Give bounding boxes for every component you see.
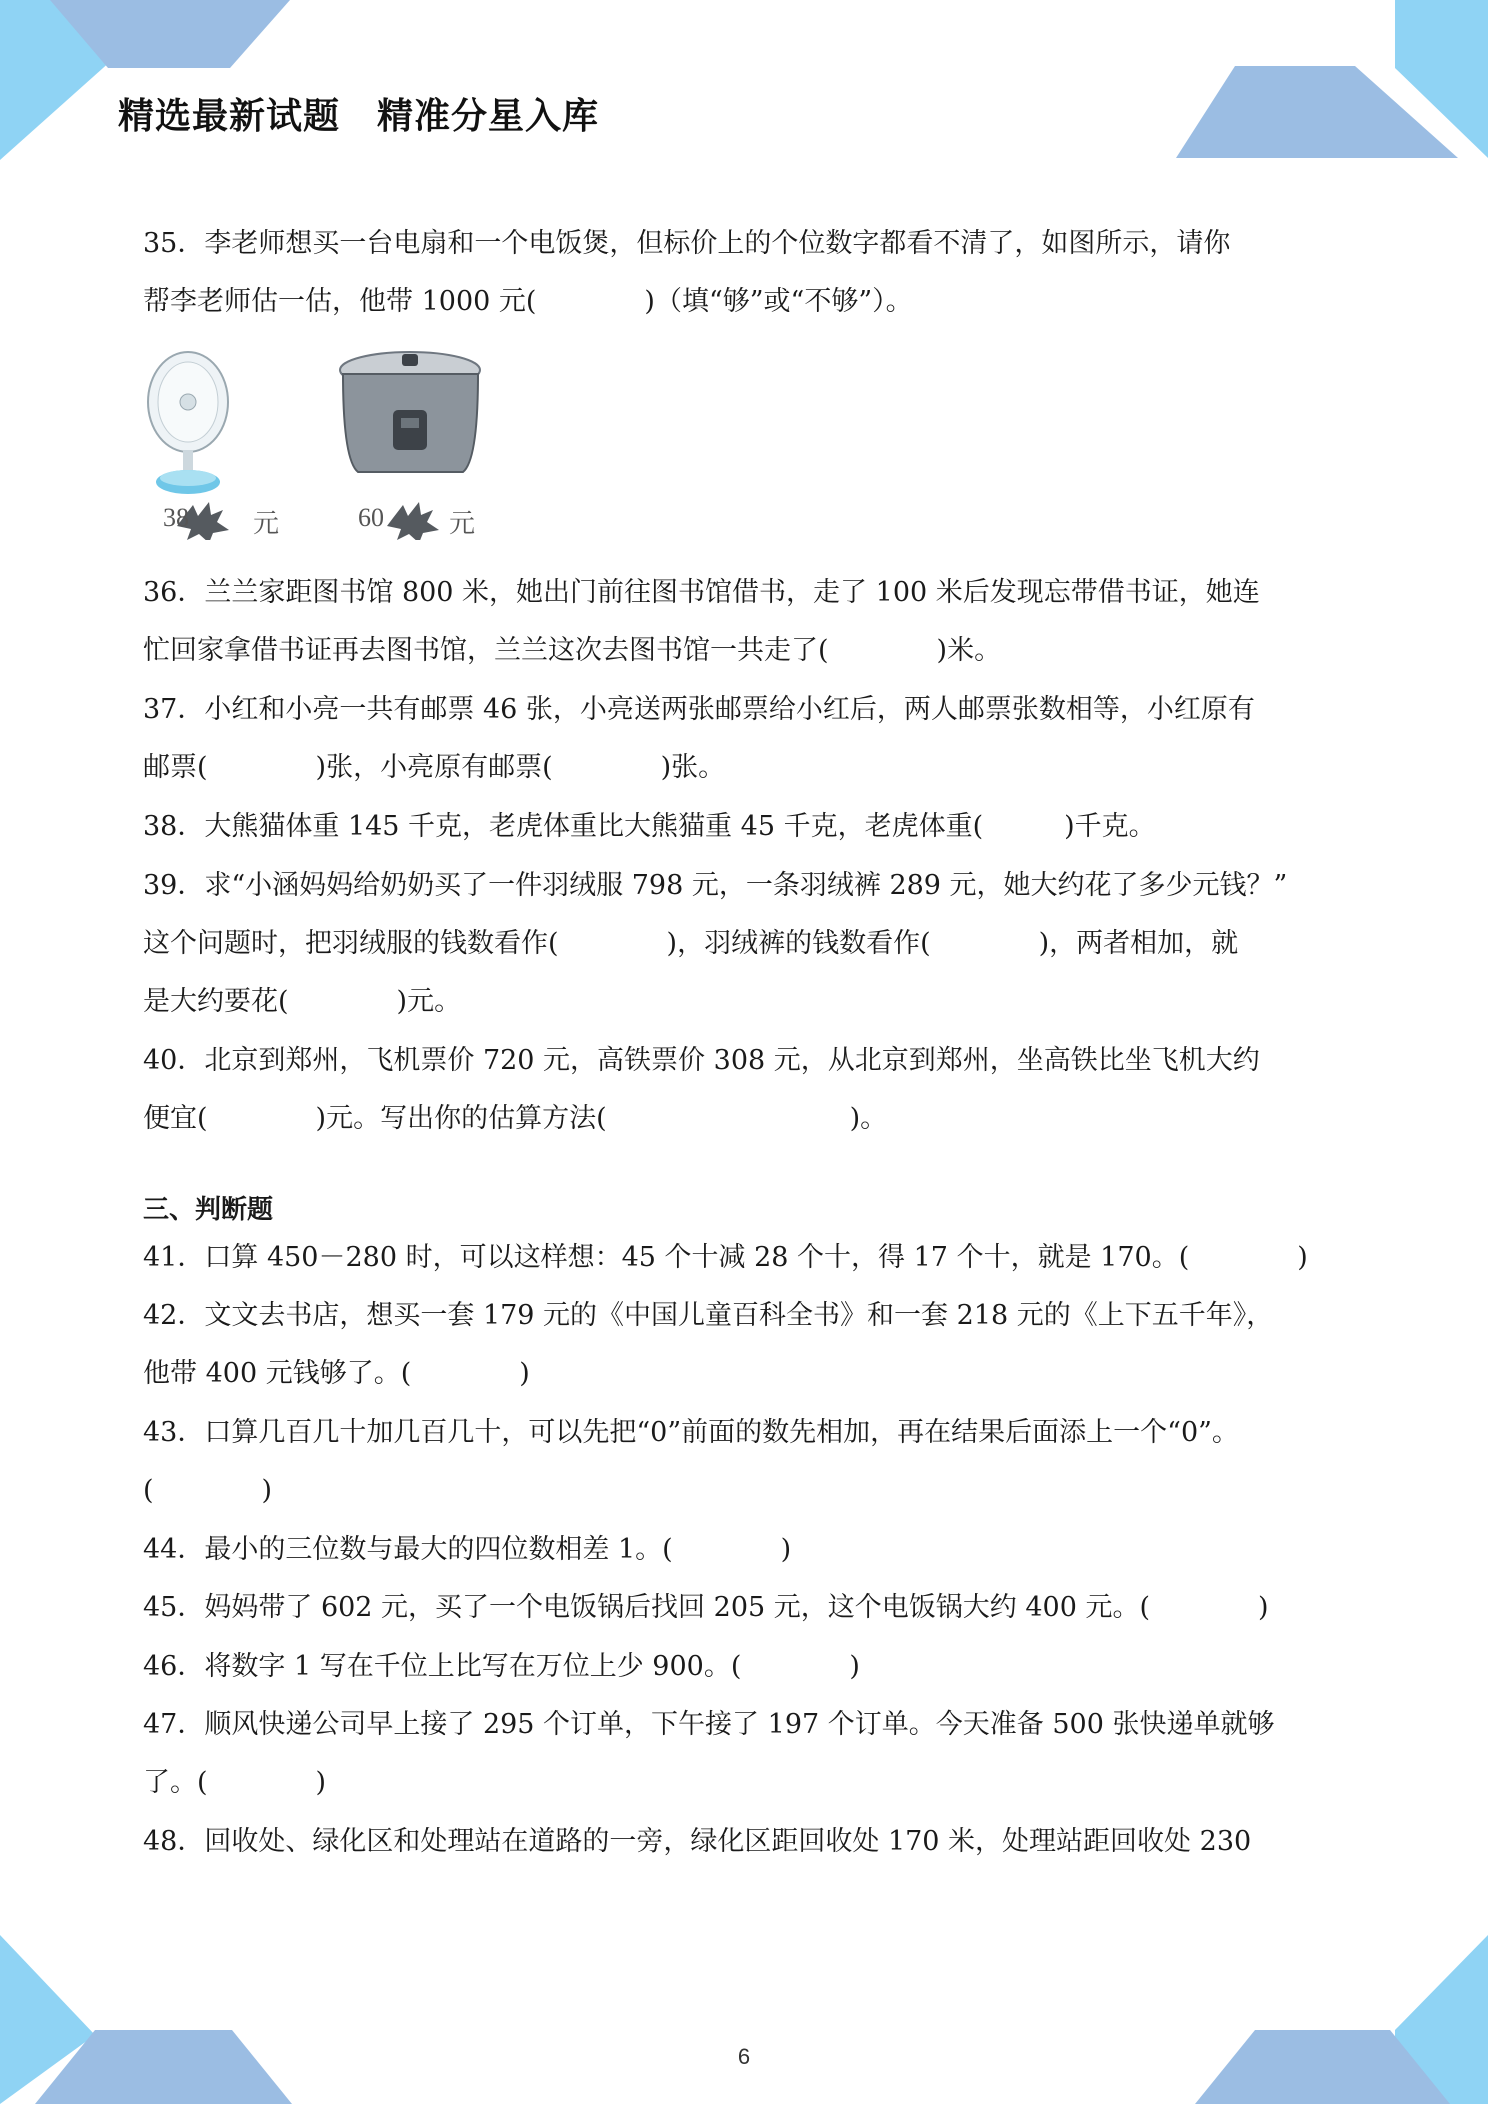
q39-line1: 39．求“小涵妈妈给奶奶买了一件羽绒服 798 元，一条羽绒裤 289 元，她大约花了多少元钱？”	[143, 870, 1288, 901]
q39-line3: 是大约要花( )元。	[143, 986, 462, 1017]
q44-line1: 44．最小的三位数与最大的四位数相差 1。( )	[143, 1534, 792, 1565]
q47-line1: 47．顺风快递公司早上接了 295 个订单，下午接了 197 个订单。今天准备 500 张快递单就够	[143, 1709, 1275, 1740]
cooker-price-unit: 元	[449, 509, 476, 538]
q46-line1: 46．将数字 1 写在千位上比写在万位上少 900。( )	[143, 1651, 860, 1682]
q42-line2: 他带 400 元钱够了。( )	[143, 1358, 530, 1389]
top-right-decoration	[1176, 0, 1488, 158]
q38-line1: 38．大熊猫体重 145 千克，老虎体重比大熊猫重 45 千克，老虎体重( )千克。	[143, 811, 1156, 842]
q41-line1: 41．口算 450－280 时，可以这样想：45 个十减 28 个十，得 17 个十，就是 170。( )	[143, 1242, 1308, 1273]
electric-fan-image	[148, 352, 228, 494]
q37-line1: 37．小红和小亮一共有邮票 46 张，小亮送两张邮票给小红后，两人邮票张数相等，小红原有	[143, 694, 1255, 725]
fan-price-unit: 元	[253, 509, 280, 538]
bottom-left-decoration	[0, 1935, 292, 2104]
rice-cooker-image	[340, 352, 480, 472]
cooker-price-smudge	[387, 502, 439, 540]
q36-line1: 36．兰兰家距图书馆 800 米，她出门前往图书馆借书，走了 100 米后发现忘带借书证，她连	[143, 577, 1260, 608]
q47-line2: 了。( )	[143, 1767, 327, 1798]
page-number: 6	[737, 2044, 751, 2069]
q35-line1: 35．李老师想买一台电扇和一个电饭煲，但标价上的个位数字都看不清了，如图所示，请你	[143, 228, 1231, 259]
q43-line2: ( )	[143, 1475, 273, 1506]
q36-line2: 忙回家拿借书证再去图书馆，兰兰这次去图书馆一共走了( )米。	[143, 635, 1002, 666]
q39-line2: 这个问题时，把羽绒服的钱数看作( )，羽绒裤的钱数看作( )，两者相加，就	[143, 928, 1239, 959]
q40-line2: 便宜( )元。写出你的估算方法( )。	[143, 1103, 888, 1134]
section-title-judgement: 三、判断题	[143, 1195, 274, 1225]
q45-line1: 45．妈妈带了 602 元，买了一个电饭锅后找回 205 元，这个电饭锅大约 400 元。( )	[143, 1592, 1269, 1623]
q35-line2: 帮李老师估一估，他带 1000 元( )（填“够”或“不够”）。	[143, 286, 913, 317]
q37-line2: 邮票( )张，小亮原有邮票( )张。	[143, 752, 726, 783]
cooker-price-digits: 60	[358, 503, 384, 532]
q48-line1: 48．回收处、绿化区和处理站在道路的一旁，绿化区距回收处 170 米，处理站距回收处 230	[143, 1826, 1252, 1857]
q43-line1: 43．口算几百几十加几百几十，可以先把“0”前面的数先相加，再在结果后面添上一个“0”。	[143, 1417, 1239, 1448]
q40-line1: 40．北京到郑州，飞机票价 720 元，高铁票价 308 元，从北京到郑州，坐高铁比坐飞机大约	[143, 1045, 1260, 1076]
page-header-title: 精选最新试题 精准分星入库	[118, 96, 600, 137]
fan-price-digits: 38	[163, 503, 189, 532]
q42-line1: 42．文文去书店，想买一套 179 元的《中国儿童百科全书》和一套 218 元的《上下五千年》，	[143, 1300, 1274, 1331]
bottom-right-decoration	[1195, 1935, 1488, 2104]
